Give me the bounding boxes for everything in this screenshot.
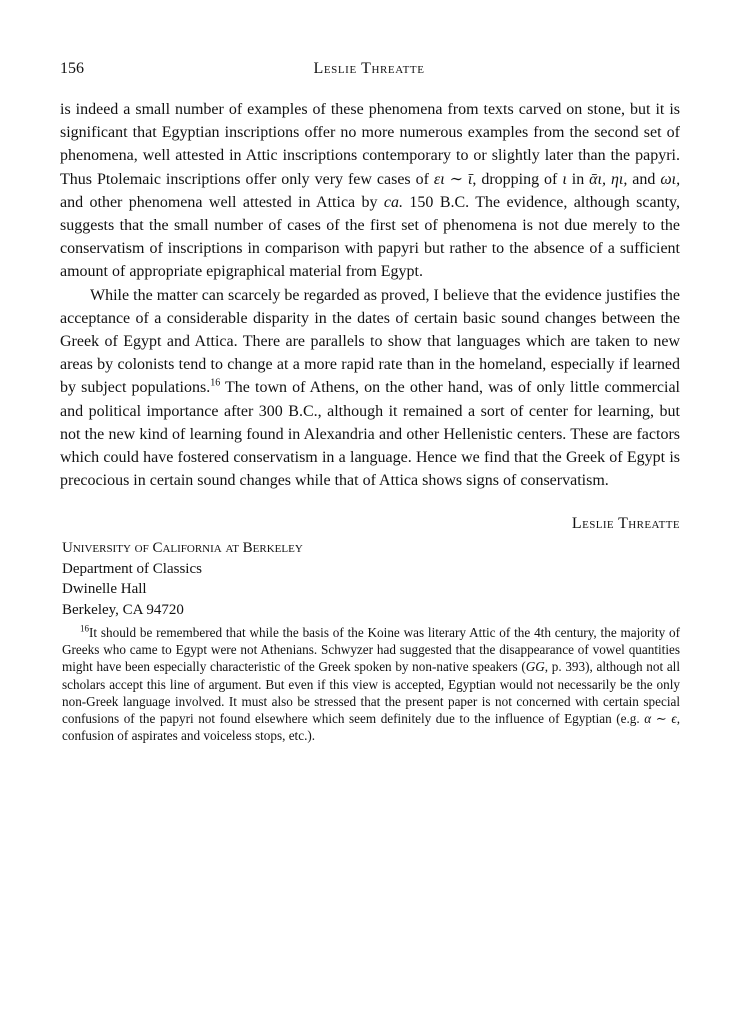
footnote-text-c: , confusion of aspirates and voiceless stops, etc.). [62,711,680,744]
running-head: Leslie Threatte [313,60,425,77]
p1-text-f: 150 [409,193,434,211]
footnote-mark: 16 [80,623,89,634]
author-signature: Leslie Threatte [571,515,680,532]
p2-text-c: , although it remained a sort of center for learning, but not the new kind of learning found in Alexandria and other Hellenistic centers. These are factors which could have fostered conservatism in a language. Hence we find that the Greek of Egypt is precocious in certain sound changes while that of Attica shows signs of conservatism. [60,402,681,490]
p1-text-e: and other phenomena well attested in Attica by [60,193,378,211]
address-city: Berkeley, CA 94720 [62,601,184,618]
author-address [62,538,303,620]
address-institution: University of California at Berkeley [62,540,303,556]
address-building: Dwinelle Hall [62,581,147,597]
footnote-text-a: It should be remembered that while the basis of the Koine was literary Attic of the 4th century, the majority of Greeks who came to Egypt were not Athenians. Schwyzer had suggested that the disappearance of vowel quantities might have been especially characteristic of the Greek spoken by non-native speakers ( [62,625,680,675]
p1-text-b: , dropping of [472,170,558,188]
footnote-text-b: , p. 393), although not all scholars accept this line of argument. But even if this view is accepted, Egyptian would not necessarily be the only non-Greek language involved. It must also be stressed that the present paper is not concerned with certain special confusions of the papyri not found elsewhere which seem definitely due to the influence of Egyptian (e.g. [62,659,680,727]
p2-text-b: The town of Athens, on the other hand, was of only little commercial and political importance after 300 [60,379,681,420]
p1-text-a: is indeed a small number of examples of these phenomena from texts carved on stone, but it is significant that Egyptian inscriptions offer no more numerous examples from the second set of phenomena, well attested in Attic inscriptions contemporary to or slightly later than the papyri. Thus Ptolemaic inscriptions offer only very few cases of [60,101,680,188]
greek-diphthongs: ᾱι, ηι, [589,170,628,188]
p2-text-a: While the matter can scarcely be regarded as proved, I believe that the evidence justifies the acceptance of a considerable disparity in the dates of certain basic sound changes between the Greek of Egypt and Attica. There are parallels to show that languages which are taken to new areas by colonists tend to change at a more rapid rate than in the homeland, especially if learned by subject populations. [60,286,680,397]
footnote-16 [62,624,680,744]
greek-expression: α ∼ ϵ [644,711,677,727]
footnote-reference[interactable]: 16 [210,378,221,390]
paragraph-1 [60,98,680,284]
paragraph-2 [60,284,680,493]
p1-text-g: The evidence, although scanty, suggests that the small number of cases of the first set of phenomena is not due merely to the conservatism of inscriptions in comparison with papyri but rather to the absence of a sufficient amount of appropriate epigraphical material from Egypt. [60,193,680,281]
page-number: 156 [60,60,84,77]
body-text [60,98,680,492]
greek-expression: ει ∼ ῑ [433,170,473,188]
bc-abbrev: B.C. [288,402,318,420]
p1-text-d: and [632,170,656,188]
address-department: Department of Classics [62,560,202,577]
page-header [60,60,678,82]
work-abbrev: GG [525,659,545,675]
p1-text-c: in [571,170,585,188]
circa-abbrev: ca. [383,193,404,211]
greek-omega-iota: ωι, [660,170,681,188]
bc-abbrev: B.C. [439,193,470,211]
greek-iota: ι [562,170,567,188]
